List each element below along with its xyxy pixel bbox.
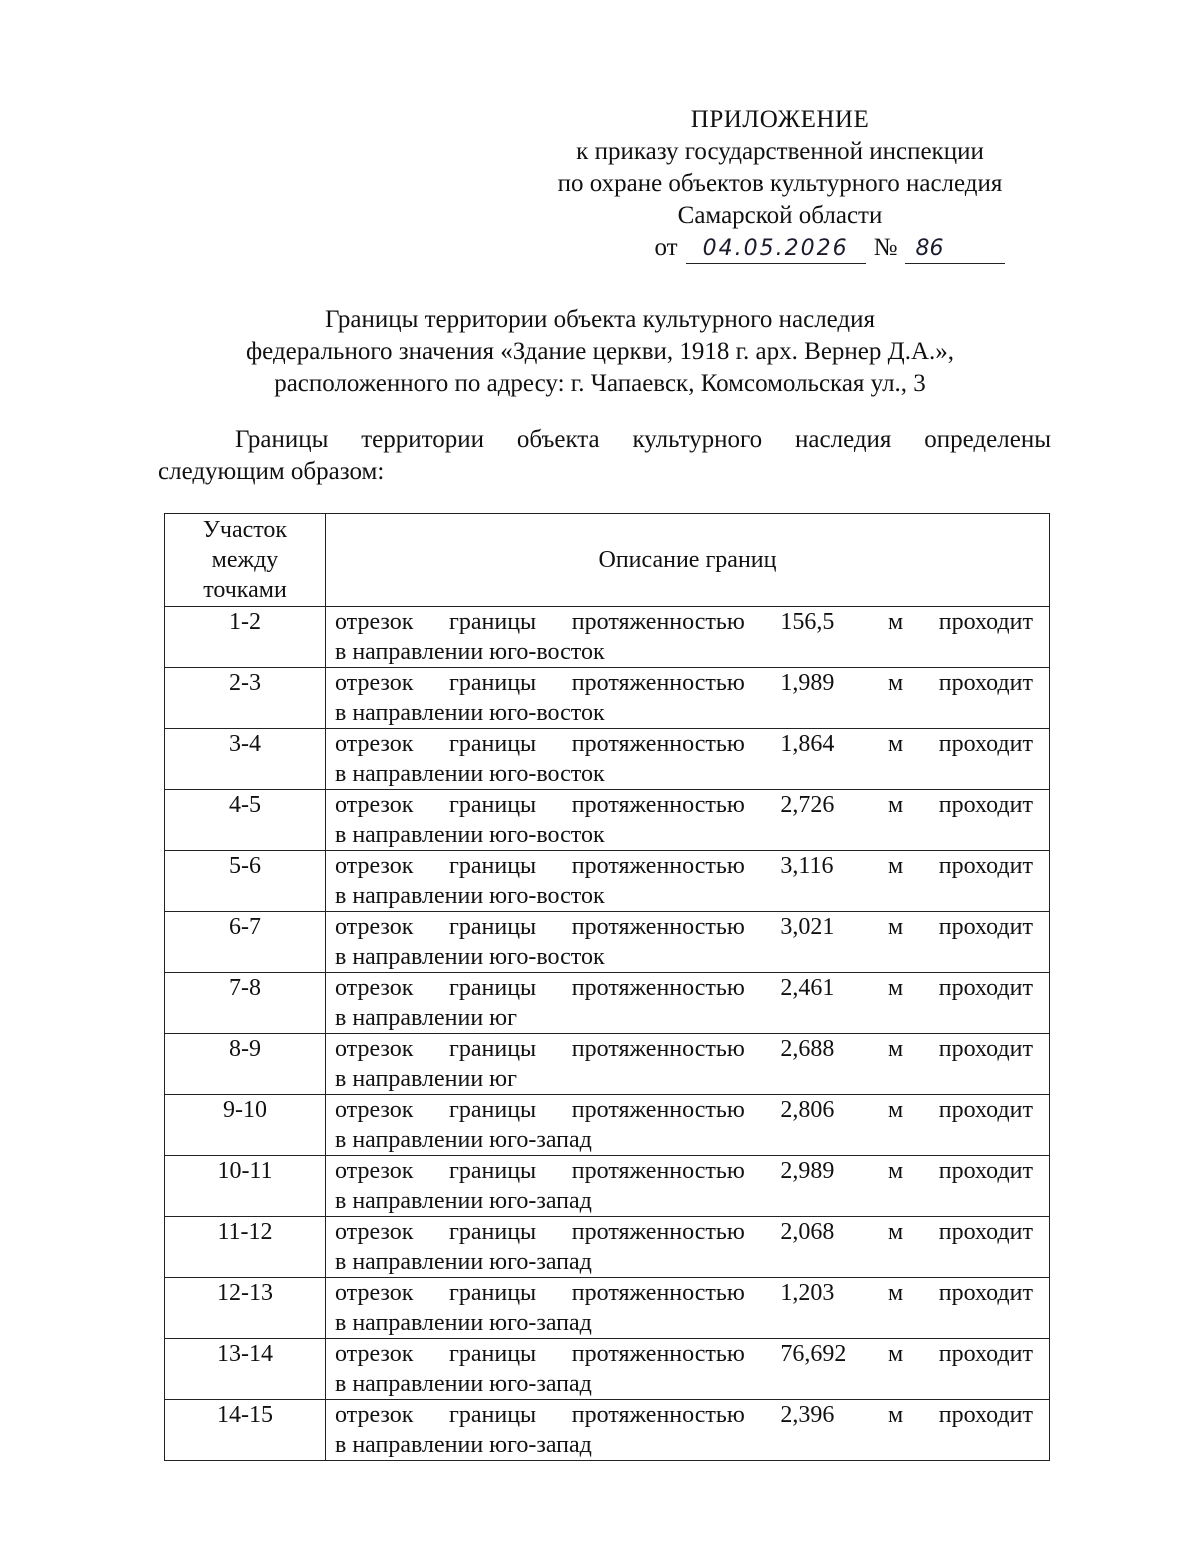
word-segment: отрезок — [335, 1402, 414, 1428]
handwritten-number: 86 — [905, 235, 1005, 264]
word-segment: отрезок — [335, 670, 414, 696]
word-boundary: границы — [449, 731, 537, 757]
word-length-label: протяженностью — [571, 853, 745, 879]
unit-label: м — [887, 1402, 904, 1428]
length-value: 76,692 — [780, 1341, 847, 1367]
unit-label: м — [887, 1097, 904, 1123]
word-segment: отрезок — [335, 975, 414, 1001]
description-cell — [326, 729, 1050, 790]
word-segment: отрезок — [335, 1341, 414, 1367]
word-segment: отрезок — [335, 853, 414, 879]
table-row — [165, 851, 1050, 912]
handwritten-date: 04.05.2026 — [686, 235, 866, 264]
word-length-label: протяженностью — [571, 609, 745, 635]
segment-cell: 1-2 — [165, 607, 326, 668]
description-line-1 — [335, 668, 1033, 698]
appendix-line-1: к приказу государственной инспекции — [576, 138, 984, 165]
table-body — [165, 607, 1050, 1461]
word-length-label: протяженностью — [571, 975, 745, 1001]
word-segment: отрезок — [335, 1097, 414, 1123]
unit-label: м — [887, 1219, 904, 1245]
word-boundary: границы — [449, 670, 537, 696]
description-cell — [326, 1339, 1050, 1400]
segment-cell: 7-8 — [165, 973, 326, 1034]
direction-text: в направлении юго-восток — [335, 761, 605, 787]
length-value: 2,461 — [780, 975, 835, 1001]
length-value: 156,5 — [780, 609, 835, 635]
direction-text: в направлении юго-запад — [335, 1432, 592, 1458]
table-row — [165, 973, 1050, 1034]
length-value: 1,989 — [780, 670, 835, 696]
segment-cell: 10-11 — [165, 1156, 326, 1217]
unit-label: м — [887, 1341, 904, 1367]
direction-text: в направлении юго-запад — [335, 1371, 592, 1397]
segment-cell: 13-14 — [165, 1339, 326, 1400]
unit-label: м — [887, 1280, 904, 1306]
table-row — [165, 1156, 1050, 1217]
segment-header — [165, 514, 326, 607]
word-boundary: границы — [449, 609, 537, 635]
description-line-1 — [335, 1156, 1033, 1186]
segment-cell: 5-6 — [165, 851, 326, 912]
word-passes: проходит — [938, 1097, 1033, 1123]
word-boundary: границы — [449, 1097, 537, 1123]
description-cell — [326, 607, 1050, 668]
unit-label: м — [887, 609, 904, 635]
description-line-1 — [335, 912, 1033, 942]
from-label: от — [654, 234, 678, 261]
segment-cell: 3-4 — [165, 729, 326, 790]
unit-label: м — [887, 975, 904, 1001]
word-boundary: границы — [449, 1341, 537, 1367]
word-length-label: протяженностью — [571, 914, 745, 940]
word-passes: проходит — [938, 731, 1033, 757]
intro-paragraph — [158, 424, 1051, 488]
unit-label: м — [887, 792, 904, 818]
word-passes: проходит — [938, 1402, 1033, 1428]
word-passes: проходит — [938, 975, 1033, 1001]
word-segment: отрезок — [335, 1280, 414, 1306]
word-length-label: протяженностью — [571, 1280, 745, 1306]
description-header: Описание границ — [326, 514, 1050, 607]
direction-text: в направлении юго-восток — [335, 700, 605, 726]
word-boundary: границы — [449, 1158, 537, 1184]
word-length-label: протяженностью — [571, 670, 745, 696]
length-value: 2,726 — [780, 792, 835, 818]
word-length-label: протяженностью — [571, 1341, 745, 1367]
description-cell — [326, 1217, 1050, 1278]
direction-text: в направлении юго-запад — [335, 1249, 592, 1275]
description-line-1 — [335, 1034, 1033, 1064]
description-cell — [326, 1156, 1050, 1217]
word-boundary: границы — [449, 853, 537, 879]
word-length-label: протяженностью — [571, 1036, 745, 1062]
word-segment: отрезок — [335, 609, 414, 635]
description-line-1 — [335, 1095, 1033, 1125]
word-length-label: протяженностью — [571, 1402, 745, 1428]
description-cell — [326, 1095, 1050, 1156]
length-value: 2,688 — [780, 1036, 835, 1062]
segment-header-line: точками — [203, 577, 287, 603]
appendix-title: ПРИЛОЖЕНИЕ — [690, 106, 870, 133]
description-cell — [326, 973, 1050, 1034]
word-passes: проходит — [938, 1280, 1033, 1306]
segment-header-line: между — [211, 547, 279, 573]
description-line-1 — [335, 607, 1033, 637]
word-length-label: протяженностью — [571, 731, 745, 757]
appendix-line-2: по охране объектов культурного наследия — [557, 170, 1003, 197]
length-value: 3,116 — [780, 853, 834, 879]
intro-line-1: Границы территории объекта культурного наследия определены — [235, 426, 1051, 453]
word-passes: проходит — [938, 792, 1033, 818]
direction-text: в направлении юго-запад — [335, 1310, 592, 1336]
direction-text: в направлении юго-восток — [335, 944, 605, 970]
unit-label: м — [887, 914, 904, 940]
length-value: 1,864 — [780, 731, 835, 757]
table-row — [165, 1034, 1050, 1095]
word-boundary: границы — [449, 1402, 537, 1428]
length-value: 2,989 — [780, 1158, 835, 1184]
table-row — [165, 729, 1050, 790]
word-segment: отрезок — [335, 1219, 414, 1245]
word-passes: проходит — [938, 1158, 1033, 1184]
direction-text: в направлении юго-запад — [335, 1127, 592, 1153]
unit-label: м — [887, 1036, 904, 1062]
word-boundary: границы — [449, 1219, 537, 1245]
appendix-header — [520, 104, 1040, 264]
segment-cell: 9-10 — [165, 1095, 326, 1156]
direction-text: в направлении юг — [335, 1005, 517, 1031]
description-line-1 — [335, 1217, 1033, 1247]
description-cell — [326, 790, 1050, 851]
direction-text: в направлении юго-восток — [335, 639, 605, 665]
word-boundary: границы — [449, 792, 537, 818]
word-segment: отрезок — [335, 1036, 414, 1062]
description-cell — [326, 668, 1050, 729]
segment-cell: 12-13 — [165, 1278, 326, 1339]
table-row — [165, 790, 1050, 851]
description-cell — [326, 851, 1050, 912]
description-cell — [326, 1400, 1050, 1461]
title-line-3: расположенного по адресу: г. Чапаевск, Комсомольская ул., 3 — [274, 370, 926, 397]
description-cell — [326, 912, 1050, 973]
table-row — [165, 1339, 1050, 1400]
unit-label: м — [887, 731, 904, 757]
title-line-2: федерального значения «Здание церкви, 1918 г. арх. Вернер Д.А.», — [245, 338, 955, 365]
description-line-1 — [335, 851, 1033, 881]
length-value: 3,021 — [780, 914, 835, 940]
description-cell — [326, 1278, 1050, 1339]
word-boundary: границы — [449, 1036, 537, 1062]
length-value: 2,396 — [780, 1402, 835, 1428]
table-header-row — [165, 514, 1050, 607]
word-passes: проходит — [938, 1219, 1033, 1245]
description-line-1 — [335, 790, 1033, 820]
table-row — [165, 912, 1050, 973]
direction-text: в направлении юг — [335, 1066, 517, 1092]
description-cell — [326, 1034, 1050, 1095]
unit-label: м — [887, 670, 904, 696]
segment-cell: 4-5 — [165, 790, 326, 851]
title-line-1: Границы территории объекта культурного наследия — [324, 306, 876, 333]
segment-cell: 14-15 — [165, 1400, 326, 1461]
word-length-label: протяженностью — [571, 792, 745, 818]
word-segment: отрезок — [335, 731, 414, 757]
length-value: 1,203 — [780, 1280, 835, 1306]
segment-cell: 11-12 — [165, 1217, 326, 1278]
segment-cell: 2-3 — [165, 668, 326, 729]
number-label: № — [873, 234, 898, 261]
table-row — [165, 1278, 1050, 1339]
unit-label: м — [887, 853, 904, 879]
word-passes: проходит — [938, 1036, 1033, 1062]
description-line-1 — [335, 1400, 1033, 1430]
order-date-number-line — [620, 232, 1040, 264]
table-row — [165, 1400, 1050, 1461]
direction-text: в направлении юго-восток — [335, 883, 605, 909]
direction-text: в направлении юго-восток — [335, 822, 605, 848]
table-row — [165, 668, 1050, 729]
word-passes: проходит — [938, 609, 1033, 635]
word-length-label: протяженностью — [571, 1219, 745, 1245]
appendix-line-3: Самарской области — [677, 202, 883, 229]
document-title — [150, 304, 1050, 400]
word-passes: проходит — [938, 914, 1033, 940]
direction-text: в направлении юго-запад — [335, 1188, 592, 1214]
length-value: 2,068 — [780, 1219, 835, 1245]
word-boundary: границы — [449, 914, 537, 940]
table-row — [165, 1217, 1050, 1278]
word-passes: проходит — [938, 670, 1033, 696]
description-line-1 — [335, 973, 1033, 1003]
table-row — [165, 1095, 1050, 1156]
description-line-1 — [335, 1278, 1033, 1308]
word-passes: проходит — [938, 1341, 1033, 1367]
word-length-label: протяженностью — [571, 1097, 745, 1123]
boundaries-table — [164, 513, 1050, 1461]
description-line-1 — [335, 1339, 1033, 1369]
table-row — [165, 607, 1050, 668]
segment-header-line: Участок — [202, 517, 288, 543]
word-boundary: границы — [449, 975, 537, 1001]
length-value: 2,806 — [780, 1097, 835, 1123]
segment-cell: 8-9 — [165, 1034, 326, 1095]
segment-cell: 6-7 — [165, 912, 326, 973]
word-length-label: протяженностью — [571, 1158, 745, 1184]
word-passes: проходит — [938, 853, 1033, 879]
word-boundary: границы — [449, 1280, 537, 1306]
word-segment: отрезок — [335, 914, 414, 940]
unit-label: м — [887, 1158, 904, 1184]
description-line-1 — [335, 729, 1033, 759]
word-segment: отрезок — [335, 792, 414, 818]
word-segment: отрезок — [335, 1158, 414, 1184]
intro-line-2: следующим образом: — [158, 458, 385, 485]
